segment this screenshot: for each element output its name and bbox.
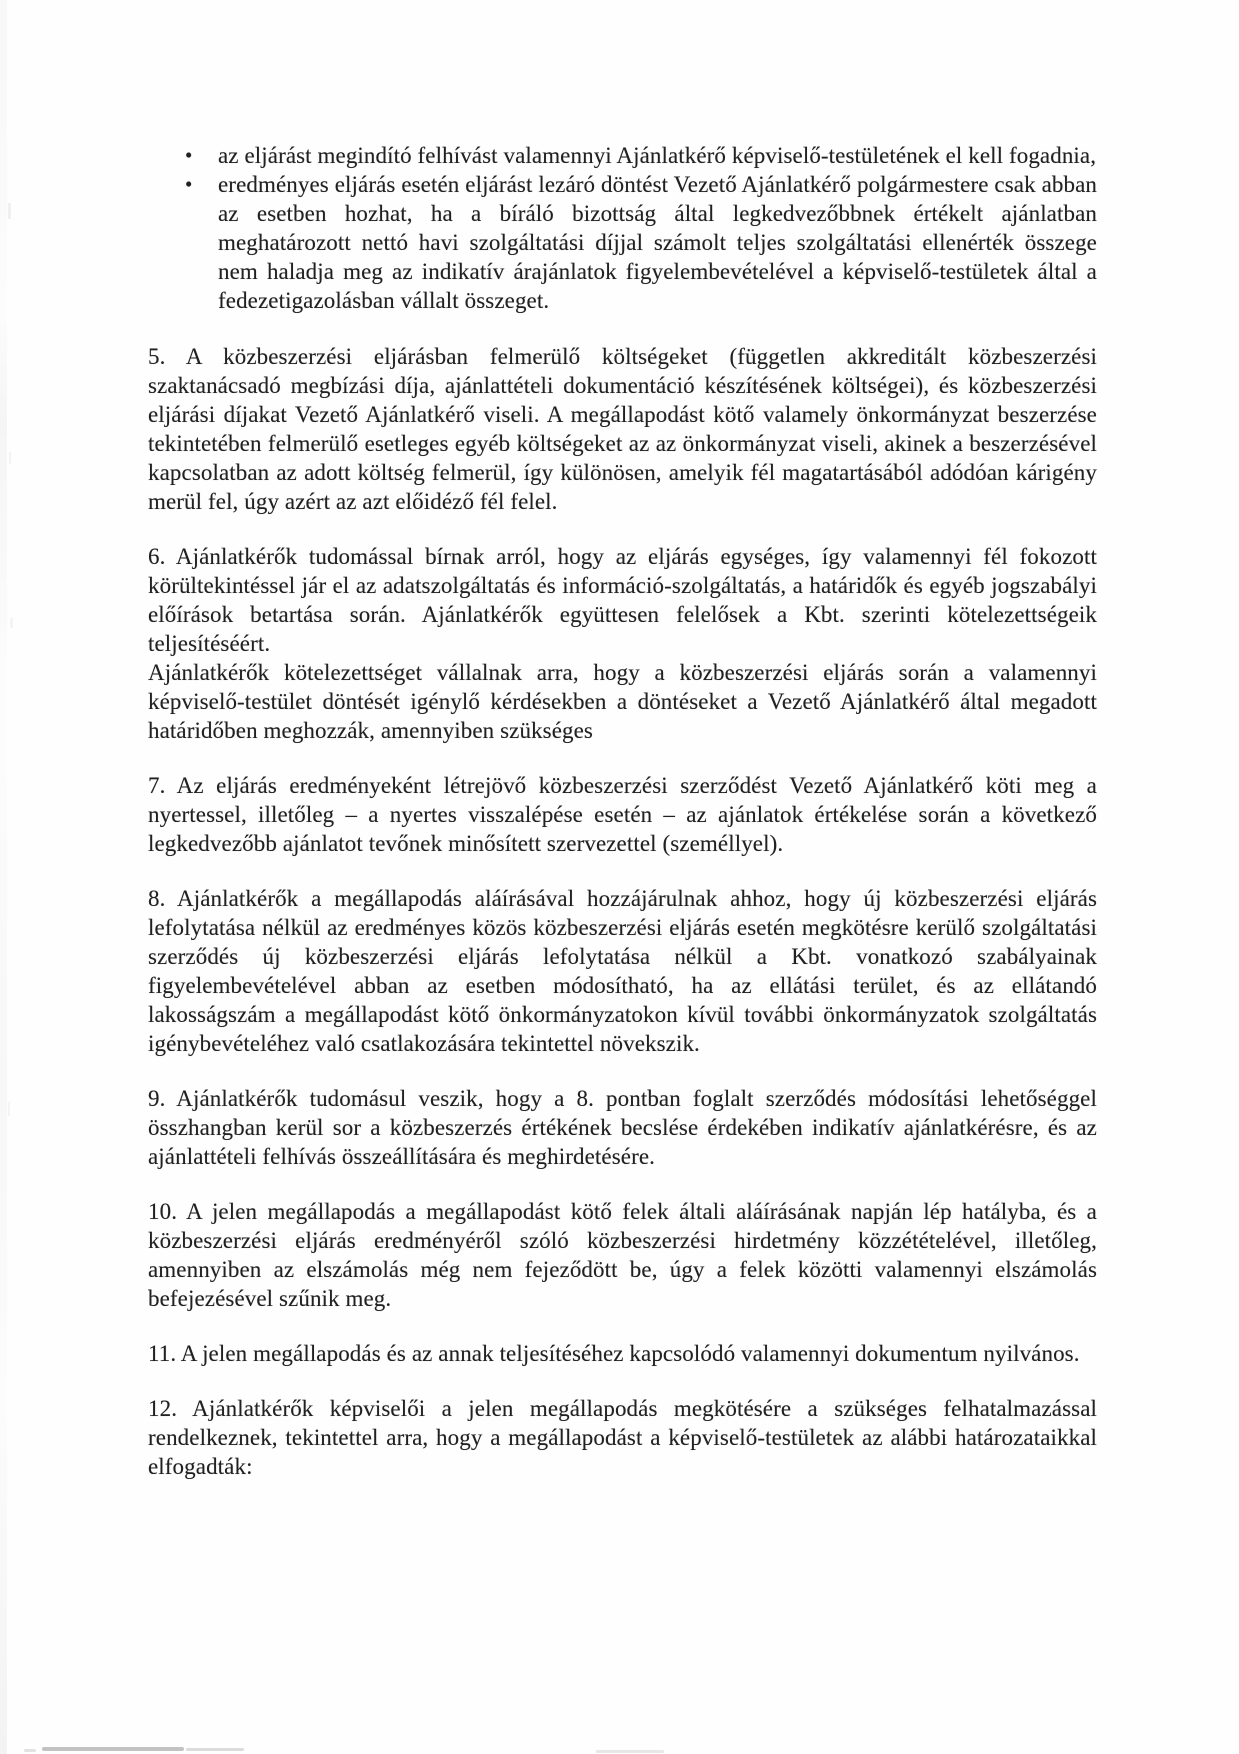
scan-smudge-artifact	[596, 1750, 664, 1753]
document-text-block	[148, 141, 1097, 1481]
bullet-icon: •	[185, 172, 193, 196]
scan-speck	[9, 452, 11, 464]
scan-smudge-artifact	[24, 1749, 36, 1752]
scan-speck	[8, 1102, 10, 1116]
bullet-icon: •	[185, 143, 193, 167]
scan-speck	[8, 203, 11, 219]
paragraph-6-continuation: Ajánlatkérők kötelezettséget vállalnak arra, hogy a közbeszerzési eljárás során a valamennyi képviselő-testület döntését igénylő kérdésekben a döntéseket a Vezető Ajánlatkérő által megadott határidőben meghozzák, amennyiben szükséges	[148, 660, 1097, 743]
paragraph-6: 6. Ajánlatkérők tudomással bírnak arról, hogy az eljárás egységes, így valamennyi fél fokozott körültekintéssel jár el az adatszolgáltatás és információ-szolgáltatás, a határidők és egyéb jogszabályi előírások betartása során. Ajánlatkérők együttesen felelősek a Kbt. szerinti kötelezettségeik teljesítéséért.	[148, 544, 1097, 656]
paragraph-12: 12. Ajánlatkérők képviselői a jelen megállapodás megkötésére a szükséges felhatalmazással rendelkeznek, tekintettel arra, hogy a megállapodást a képviselő-testületek az alábbi határozataikkal elfogadták:	[148, 1396, 1097, 1479]
list-item	[148, 141, 1097, 170]
paragraph-8: 8. Ajánlatkérők a megállapodás aláírásával hozzájárulnak ahhoz, hogy új közbeszerzési eljárás lefolytatása nélkül az eredményes közös közbeszerzési eljárás esetén megkötésre kerülő szolgáltatási szerződés új közbeszerzési eljárás lefolytatása nélkül a Kbt. vonatkozó szabályainak figyelembevételével abban az esetben módosítható, ha az ellátási terület, és az ellátandó lakosságszám a megállapodást kötő önkormányzatokon kívül további önkormányzatok szolgáltatás igénybevételéhez való csatlakozására tekintettel növekszik.	[148, 886, 1097, 1056]
paragraph-10: 10. A jelen megállapodás a megállapodást kötő felek általi aláírásának napján lép hatályba, és a közbeszerzési eljárás eredményéről szóló közbeszerzési hirdetmény közzétételével, illetőleg, amennyiben az elszámolás még nem fejeződött be, úgy a felek közötti valamennyi elszámolás befejezésével szűnik meg.	[148, 1199, 1097, 1311]
paragraph-7: 7. Az eljárás eredményeként létrejövő közbeszerzési szerződést Vezető Ajánlatkérő köti meg a nyertessel, illetőleg – a nyertes visszalépése esetén – az ajánlatok értékelése során a következő legkedvezőbb ajánlatot tevőnek minősített szervezettel (személlyel).	[148, 773, 1097, 856]
paragraph-9: 9. Ajánlatkérők tudomásul veszik, hogy a 8. pontban foglalt szerződés módosítási lehetőséggel összhangban kerül sor a közbeszerzés értékének becslése érdekében indikatív ajánlatkérésre, és az ajánlattételi felhívás összeállítására és meghirdetésére.	[148, 1086, 1097, 1169]
scan-smudge-artifact	[186, 1748, 244, 1751]
list-item	[148, 170, 1097, 315]
scan-speck	[10, 618, 13, 628]
bullet-list	[148, 141, 1097, 315]
scan-smudge-artifact	[42, 1747, 184, 1751]
paragraph-5: 5. A közbeszerzési eljárásban felmerülő költségeket (független akkreditált közbeszerzési szaktanácsadó megbízási díja, ajánlattételi dokumentáció készítésének költségei), és közbeszerzési eljárási díjakat Vezető Ajánlatkérő viseli. A megállapodást kötő valamely önkormányzat beszerzése tekintetében felmerülő esetleges egyéb költségeket az az önkormányzat viseli, akinek a beszerzésével kapcsolatban az adott költség felmerül, így különösen, amelyik fél magatartásából adódóan kárigény merül fel, úgy azért az azt előidéző fél felel.	[148, 344, 1097, 514]
bullet-text: eredményes eljárás esetén eljárást lezáró döntést Vezető Ajánlatkérő polgármestere csak abban az esetben hozhat, ha a bíráló bizottság által legkedvezőbbnek értékelt ajánlatban meghatározott nettó havi szolgáltatási díjjal számolt teljes szolgáltatási ellenérték összege nem haladja meg az indikatív árajánlatok figyelembevételével a képviselő-testületek által a fedezetigazolásban vállalt összeget.	[218, 172, 1097, 313]
bullet-text: az eljárást megindító felhívást valamennyi Ajánlatkérő képviselő-testületének el kell fogadnia,	[218, 143, 1097, 168]
paragraph-11: 11. A jelen megállapodás és az annak teljesítéséhez kapcsolódó valamennyi dokumentum nyilvános.	[148, 1341, 1080, 1366]
scan-edge-artifact	[0, 0, 7, 1754]
